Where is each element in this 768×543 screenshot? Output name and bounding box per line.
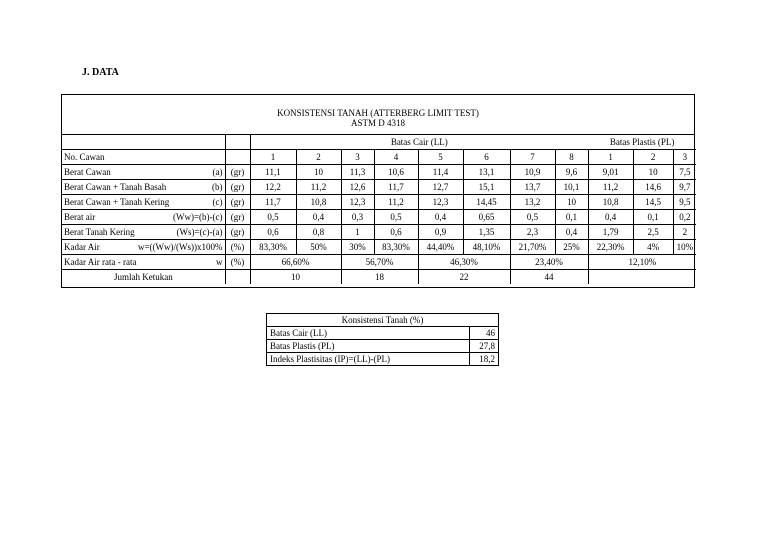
row-value: 0,2: [673, 210, 696, 225]
row-value: 10: [296, 165, 341, 180]
row-value: 14,5: [633, 195, 673, 210]
row-label-cell: [62, 195, 225, 210]
row-unit: (gr): [225, 210, 250, 225]
cawan-number: 7: [510, 150, 555, 165]
row-value: 30%: [341, 240, 374, 255]
row-label: Berat air: [64, 211, 96, 222]
cawan-number-row: [62, 150, 696, 165]
row-symbol: (a): [212, 166, 223, 177]
row-value: 9,5: [673, 195, 696, 210]
row-value: 10,1: [555, 180, 588, 195]
row-unit: (gr): [225, 165, 250, 180]
avg-unit: (%): [225, 255, 250, 270]
row-symbol: (c): [212, 196, 223, 207]
avg-row: [62, 255, 696, 270]
row-value: 0,1: [555, 210, 588, 225]
row-label-cell: [62, 165, 225, 180]
cawan-label: No. Cawan: [62, 150, 225, 165]
row-value: 11,7: [250, 195, 296, 210]
blows-value: 44: [510, 270, 588, 285]
row-value: 10,8: [296, 195, 341, 210]
row-value: 13,1: [463, 165, 510, 180]
row-value: 9,7: [673, 180, 696, 195]
row-value: 2: [673, 225, 696, 240]
row-symbol: w=((Ww)/(Ws))x100%: [137, 241, 223, 252]
cawan-number: 3: [673, 150, 696, 165]
table-row: [62, 210, 696, 225]
row-value: 10: [633, 165, 673, 180]
cawan-number: 2: [633, 150, 673, 165]
row-unit: (gr): [225, 225, 250, 240]
atterberg-data-table: [62, 135, 696, 284]
summary-row: [267, 353, 499, 366]
avg-label-cell: [62, 255, 225, 270]
summary-table: [266, 313, 499, 366]
row-value: 12,7: [418, 180, 463, 195]
row-label-cell: [62, 240, 225, 255]
row-value: 11,2: [296, 180, 341, 195]
row-value: 1,35: [463, 225, 510, 240]
row-value: 0,65: [463, 210, 510, 225]
row-value: 10,6: [374, 165, 418, 180]
avg-symbol: w: [216, 256, 223, 267]
cawan-number: 1: [250, 150, 296, 165]
row-value: 0,6: [374, 225, 418, 240]
row-value: 0,4: [555, 225, 588, 240]
group-header-row: [62, 135, 696, 150]
row-value: 44,40%: [418, 240, 463, 255]
row-value: 0,9: [418, 225, 463, 240]
avg-label: Kadar Air rata - rata: [64, 256, 137, 267]
avg-value: 56,70%: [341, 255, 418, 270]
row-value: 13,7: [510, 180, 555, 195]
section-heading: J. DATA: [82, 67, 119, 78]
row-value: 0,3: [341, 210, 374, 225]
row-value: 83,30%: [250, 240, 296, 255]
row-value: 10,8: [588, 195, 633, 210]
row-value: 10: [555, 195, 588, 210]
row-value: 25%: [555, 240, 588, 255]
summary-row: [267, 340, 499, 353]
row-value: 11,3: [341, 165, 374, 180]
cawan-number: 5: [418, 150, 463, 165]
summary-label: Batas Cair (LL): [267, 327, 470, 340]
summary-value: 18,2: [470, 353, 499, 366]
row-label: Berat Cawan: [64, 166, 111, 177]
table-row: [62, 165, 696, 180]
avg-value: 12,10%: [588, 255, 696, 270]
row-value: 22,30%: [588, 240, 633, 255]
row-value: 21,70%: [510, 240, 555, 255]
cawan-number: 3: [341, 150, 374, 165]
row-value: 83,30%: [374, 240, 418, 255]
row-label: Berat Cawan + Tanah Kering: [64, 196, 170, 207]
avg-value: 46,30%: [418, 255, 510, 270]
row-value: 7,5: [673, 165, 696, 180]
cawan-number: 4: [374, 150, 418, 165]
row-value: 2,3: [510, 225, 555, 240]
summary-title: Konsistensi Tanah (%): [267, 314, 499, 327]
blows-value: 22: [418, 270, 510, 285]
row-symbol: (Ws)=(c)-(a): [176, 226, 223, 237]
table-row: [62, 240, 696, 255]
blows-label: Jumlah Ketukan: [114, 271, 173, 282]
row-value: 11,1: [250, 165, 296, 180]
row-value: 14,6: [633, 180, 673, 195]
row-label-cell: [62, 210, 225, 225]
title-line-2: ASTM D 4318: [350, 118, 405, 128]
atterberg-table-box: [61, 94, 695, 288]
row-value: 12,3: [418, 195, 463, 210]
row-label: Kadar Air: [64, 241, 100, 252]
blows-label-cell: [62, 270, 225, 285]
row-value: 4%: [633, 240, 673, 255]
row-value: 1: [341, 225, 374, 240]
row-value: 48,10%: [463, 240, 510, 255]
row-label: Berat Cawan + Tanah Basah: [64, 181, 167, 192]
row-value: 0,4: [588, 210, 633, 225]
row-value: 12,3: [341, 195, 374, 210]
avg-value: 66,60%: [250, 255, 341, 270]
row-label-cell: [62, 225, 225, 240]
row-value: 2,5: [633, 225, 673, 240]
row-value: 11,2: [588, 180, 633, 195]
row-value: 10,9: [510, 165, 555, 180]
cawan-number: 1: [588, 150, 633, 165]
row-value: 12,6: [341, 180, 374, 195]
row-value: 0,5: [374, 210, 418, 225]
row-value: 0,5: [250, 210, 296, 225]
row-unit: (gr): [225, 180, 250, 195]
row-value: 0,8: [296, 225, 341, 240]
table-row: [62, 180, 696, 195]
summary-title-row: [267, 314, 499, 327]
blows-value: 10: [250, 270, 341, 285]
row-value: 0,5: [510, 210, 555, 225]
row-value: 9,01: [588, 165, 633, 180]
group-ll-header: Batas Cair (LL): [250, 135, 588, 150]
row-symbol: (Ww)=(b)-(c): [172, 211, 223, 222]
group-pl-header: Batas Plastis (PL): [588, 135, 696, 150]
avg-value: 23,40%: [510, 255, 588, 270]
summary-value: 27,8: [470, 340, 499, 353]
row-value: 9,6: [555, 165, 588, 180]
cawan-number: 2: [296, 150, 341, 165]
table-title: [62, 95, 694, 135]
row-unit: (%): [225, 240, 250, 255]
row-value: 11,4: [418, 165, 463, 180]
row-value: 13,2: [510, 195, 555, 210]
row-value: 15,1: [463, 180, 510, 195]
row-unit: (gr): [225, 195, 250, 210]
summary-label: Indeks Plastisitas (IP)=(LL)-(PL): [267, 353, 470, 366]
cawan-number: 6: [463, 150, 510, 165]
summary-row: [267, 327, 499, 340]
row-value: 11,2: [374, 195, 418, 210]
row-value: 0,4: [296, 210, 341, 225]
row-label-cell: [62, 180, 225, 195]
row-value: 50%: [296, 240, 341, 255]
row-value: 14,45: [463, 195, 510, 210]
blows-value: 18: [341, 270, 418, 285]
blows-row: [62, 270, 696, 285]
row-value: 0,6: [250, 225, 296, 240]
summary-label: Batas Plastis (PL): [267, 340, 470, 353]
row-symbol: (b): [212, 181, 223, 192]
row-value: 0,1: [633, 210, 673, 225]
row-value: 12,2: [250, 180, 296, 195]
row-label: Berat Tanah Kering: [64, 226, 135, 237]
table-row: [62, 195, 696, 210]
row-value: 11,7: [374, 180, 418, 195]
cawan-number: 8: [555, 150, 588, 165]
row-value: 0,4: [418, 210, 463, 225]
summary-value: 46: [470, 327, 499, 340]
table-row: [62, 225, 696, 240]
title-line-1: KONSISTENSI TANAH (ATTERBERG LIMIT TEST): [277, 108, 479, 118]
row-value: 10%: [673, 240, 696, 255]
row-value: 1,79: [588, 225, 633, 240]
